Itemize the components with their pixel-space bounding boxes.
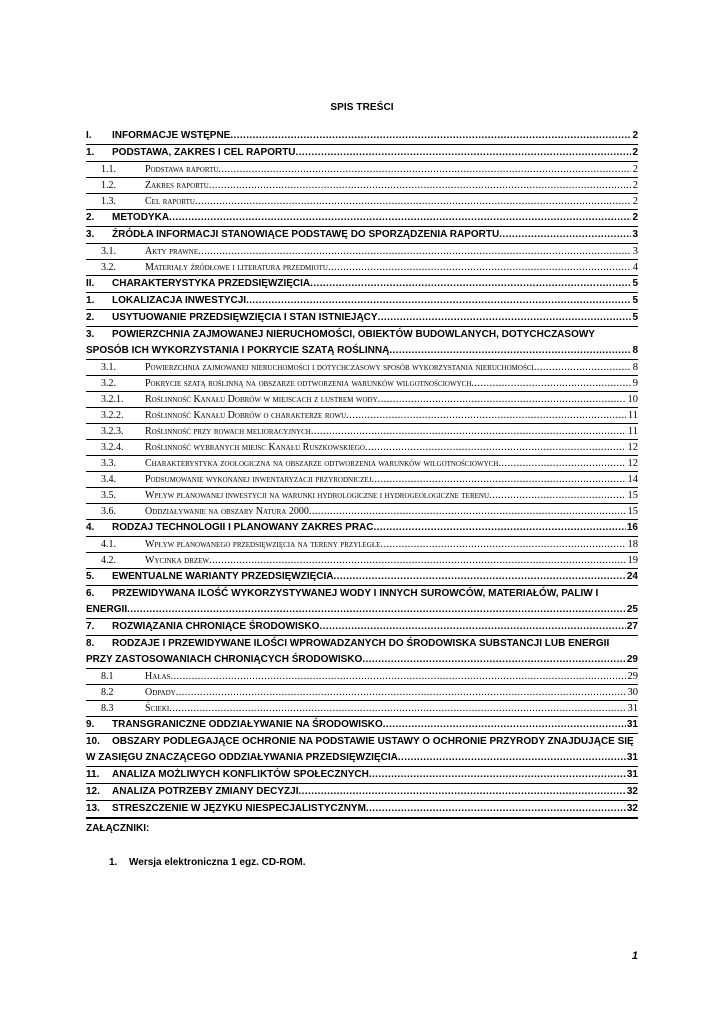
toc-entry[interactable] — [86, 488, 638, 504]
toc-dot-leader — [380, 537, 625, 552]
toc-dot-leader — [169, 210, 631, 226]
toc-entry-title: Pokrycie szatą roślinną na obszarze odtworzenia warunków wilgotnościowych — [145, 378, 472, 389]
toc-entry-number: 3. — [86, 229, 95, 240]
toc-entry[interactable] — [86, 392, 638, 408]
toc-entry-page: 31 — [627, 703, 638, 714]
toc-entry-number: 4.2. — [101, 555, 116, 566]
toc-entry-page: 19 — [627, 555, 638, 566]
toc-entry-page: 11 — [627, 410, 638, 421]
toc-entry-page: 4 — [632, 262, 638, 273]
toc-entry-number: 3.2.3. — [101, 426, 124, 437]
toc-entry-number: 1.1. — [101, 164, 116, 175]
toc-entry[interactable] — [86, 424, 638, 440]
attachment-text: Wersja elektroniczna 1 egz. CD-ROM. — [129, 857, 306, 868]
toc-entry-page: 29 — [626, 654, 638, 665]
toc-entry-number: 12. — [86, 786, 100, 797]
toc-entry-page: 2 — [632, 164, 638, 175]
toc-entry-page: 2 — [632, 180, 638, 191]
toc-entry-number: 3.1. — [101, 246, 116, 257]
toc-entry[interactable] — [86, 360, 638, 376]
toc-entry-page: 31 — [626, 719, 638, 730]
toc-entry-page: 12 — [627, 458, 638, 469]
toc-entry[interactable] — [86, 619, 638, 636]
toc-entry-title: Wycinka drzew — [145, 555, 210, 566]
toc-entry-title: POWIERZCHNIA ZAJMOWANEJ NIERUCHOMOŚCI, OBIEKTÓW BUDOWLANYCH, DOTYCHCZASOWY — [112, 329, 595, 340]
toc-dot-leader — [534, 360, 631, 375]
toc-entry[interactable] — [86, 717, 638, 734]
toc-entry-page: 31 — [626, 752, 638, 763]
toc-dot-leader — [209, 553, 625, 568]
toc-entry[interactable] — [86, 472, 638, 488]
toc-entry-title: PODSTAWA, ZAKRES I CEL RAPORTU — [112, 147, 296, 158]
toc-entry[interactable] — [86, 520, 638, 537]
toc-entry[interactable] — [86, 260, 638, 276]
toc-entry[interactable] — [86, 210, 638, 227]
toc-entry-number: 13. — [86, 803, 100, 814]
toc-entry-number: 4.1. — [101, 539, 116, 550]
toc-entry-page: 27 — [626, 621, 638, 632]
toc-entry-number: 1.2. — [101, 180, 116, 191]
toc-entry-page: 15 — [627, 490, 638, 501]
toc-dot-leader — [378, 392, 626, 407]
toc-entry-title: Roślinność Kanału Dobrów w miejscach z lustrem wody — [145, 394, 378, 405]
toc-entry[interactable] — [86, 145, 638, 162]
toc-entry-number: 2. — [86, 212, 95, 223]
toc-entry-page: 5 — [632, 312, 638, 323]
toc-dot-leader — [498, 456, 625, 471]
toc-dot-leader — [311, 424, 626, 439]
toc-entry-title: Wpływ planowanej inwestycji na warunki hydrologiczne i hydrogeologiczne terenu — [145, 490, 490, 501]
toc-dot-leader — [209, 178, 631, 193]
toc-entry-title: Hałas — [145, 671, 171, 682]
toc-entry-title: Roślinność przy rowach melioracyjnych — [145, 426, 311, 437]
toc-entry[interactable] — [86, 227, 638, 244]
toc-entry-page: 25 — [626, 604, 638, 615]
toc-entry-title: TRANSGRANICZNE ODDZIAŁYWANIE NA ŚRODOWISKO — [112, 719, 383, 730]
toc-entry[interactable] — [86, 586, 638, 619]
toc-dot-leader — [319, 619, 625, 635]
toc-entry-title: LOKALIZACJA INWESTYCJI — [112, 295, 247, 306]
toc-dot-leader — [218, 162, 630, 177]
toc-entry-title: EWENTUALNE WARIANTY PRZEDSIĘWZIĘCIA — [112, 571, 334, 582]
toc-entry[interactable] — [86, 784, 638, 801]
toc-dot-leader — [310, 276, 631, 292]
toc-entry[interactable] — [86, 128, 638, 145]
toc-entry-title: OBSZARY PODLEGAJĄCE OCHRONIE NA PODSTAWIE USTAWY O OCHRONIE PRZYRODY ZNAJDUJĄCE SIĘ — [112, 736, 634, 747]
toc-entry-page: 29 — [627, 671, 638, 682]
attachment-number: 1. — [109, 857, 118, 868]
toc-entry-title: ANALIZA POTRZEBY ZMIANY DECYZJI — [112, 786, 299, 797]
toc-entry-number: 3.6. — [101, 506, 116, 517]
toc-entry-number: 3.2. — [101, 378, 116, 389]
toc-entry-title: STRESZCZENIE W JĘZYKU NIESPECJALISTYCZNYM — [112, 803, 366, 814]
toc-entry-title: ANALIZA MOŻLIWYCH KONFLIKTÓW SPOŁECZNYCH — [112, 769, 369, 780]
toc-dot-leader — [365, 440, 626, 455]
toc-entry-number: 3.5. — [101, 490, 116, 501]
toc-entry[interactable] — [86, 408, 638, 424]
toc-entry-title: USYTUOWANIE PRZEDSIĘWZIĘCIA I STAN ISTNIEJĄCY — [112, 312, 378, 323]
toc-entry-title: RODZAJE I PRZEWIDYWANE ILOŚCI WPROWADZANYCH DO ŚRODOWISKA SUBSTANCJI LUB ENERGII — [112, 638, 610, 649]
toc-entry[interactable] — [86, 701, 638, 717]
toc-entry-page: 8 — [632, 362, 638, 373]
toc-dot-leader — [299, 784, 626, 800]
toc-entry-title: CHARAKTERYSTYKA PRZEDSIĘWZIĘCIA — [112, 278, 311, 289]
toc-entry[interactable] — [86, 669, 638, 685]
toc-entry[interactable] — [86, 162, 638, 178]
toc-dot-leader — [198, 244, 631, 259]
table-of-contents — [86, 128, 638, 819]
toc-entry-number: 8.1 — [101, 671, 114, 682]
toc-entry-title: RODZAJ TECHNOLOGII I PLANOWANY ZAKRES PRAC — [112, 522, 374, 533]
toc-entry[interactable] — [86, 456, 638, 472]
toc-dot-leader — [366, 801, 626, 817]
toc-dot-leader — [378, 310, 632, 326]
toc-entry-page: 12 — [627, 442, 638, 453]
toc-entry-title: Cel raportu — [145, 196, 195, 207]
toc-entry-page: 15 — [627, 506, 638, 517]
toc-entry-title: Roślinność Kanału Dobrów o charakterze rowu — [145, 410, 347, 421]
toc-entry[interactable] — [86, 310, 638, 327]
toc-dot-leader — [499, 227, 631, 243]
toc-entry-title: Materiały źródłowe i literatura przedmiotu — [145, 262, 328, 273]
toc-entry-title: ŹRÓDŁA INFORMACJI STANOWIĄCE PODSTAWĘ DO SPORZĄDZENIA RAPORTU — [112, 229, 500, 240]
toc-dot-leader — [333, 569, 625, 585]
toc-dot-leader — [171, 669, 626, 684]
toc-entry[interactable] — [86, 376, 638, 392]
toc-entry-title: Oddziaływanie na obszary Natura 2000 — [145, 506, 309, 517]
toc-entry-title: Akty prawne — [145, 246, 199, 257]
toc-dot-leader — [230, 128, 631, 144]
toc-entry[interactable] — [86, 685, 638, 701]
toc-entry[interactable] — [86, 636, 638, 669]
toc-entry-number: 3. — [86, 329, 95, 340]
toc-entry-number: 3.2.1. — [101, 394, 124, 405]
toc-entry[interactable] — [86, 327, 638, 360]
toc-entry-page: 32 — [626, 803, 638, 814]
attachments-title: ZAŁĄCZNIKI: — [86, 823, 150, 834]
toc-entry[interactable] — [86, 537, 638, 553]
toc-entry-title: Odpady — [145, 687, 176, 698]
toc-entry-page: 30 — [627, 687, 638, 698]
toc-entry-title-continued: W ZASIĘGU ZNACZĄCEGO ODDZIAŁYWANIA PRZEDSIĘWZIĘCIA — [86, 752, 398, 763]
toc-entry-page: 11 — [627, 426, 638, 437]
toc-entry-number: 3.3. — [101, 458, 116, 469]
toc-entry-page: 3 — [632, 246, 638, 257]
toc-entry[interactable] — [86, 553, 638, 569]
toc-entry-title: INFORMACJE WSTĘPNE — [112, 130, 231, 141]
toc-entry-number: 6. — [86, 588, 95, 599]
toc-entry-page: 8 — [632, 345, 638, 356]
toc-entry-page: 31 — [626, 769, 638, 780]
toc-entry-number: 3.2.2. — [101, 410, 124, 421]
toc-entry[interactable] — [86, 440, 638, 456]
toc-entry-title: Roślinność wybranych miejsc Kanału Ruszkowskiego — [145, 442, 365, 453]
toc-dot-leader — [346, 408, 626, 423]
toc-entry-page: 3 — [632, 229, 638, 240]
toc-entry[interactable] — [86, 569, 638, 586]
toc-entry-page: 10 — [627, 394, 638, 405]
toc-entry-number: 10. — [86, 736, 100, 747]
toc-entry-page: 16 — [626, 522, 638, 533]
toc-entry-number: 11. — [86, 769, 100, 780]
toc-dot-leader — [383, 717, 626, 733]
toc-dot-leader — [374, 520, 626, 536]
toc-entry-title: Zakres raportu — [145, 180, 209, 191]
attachment-item — [109, 857, 306, 868]
toc-entry-page: 2 — [632, 196, 638, 207]
toc-dot-leader — [296, 145, 632, 161]
toc-entry-title: Charakterystyka zoologiczna na obszarze odtworzenia warunków wilgotnościowych — [145, 458, 499, 469]
toc-dot-leader — [246, 293, 631, 309]
toc-entry-number: 4. — [86, 522, 95, 533]
toc-entry[interactable] — [86, 504, 638, 520]
toc-dot-leader — [169, 701, 625, 716]
toc-entry-title-continued: SPOSÓB ICH WYKORZYSTANIA I POKRYCIE SZATĄ ROŚLINNĄ — [86, 345, 390, 356]
toc-dot-leader — [369, 767, 626, 783]
toc-entry-title: Wpływ planowanego przedsięwzięcia na tereny przyległe — [145, 539, 381, 550]
toc-entry[interactable] — [86, 276, 638, 293]
toc-entry[interactable] — [86, 767, 638, 784]
toc-entry-number: 1. — [86, 295, 95, 306]
toc-dot-leader — [389, 343, 631, 359]
toc-dot-leader — [309, 504, 626, 519]
toc-entry-number: II. — [86, 278, 95, 289]
toc-entry[interactable] — [86, 801, 638, 819]
toc-entry-page: 2 — [632, 130, 638, 141]
toc-dot-leader — [195, 194, 631, 209]
toc-entry-page: 9 — [632, 378, 638, 389]
toc-entry-title: Podsumowanie wykonanej inwentaryzacji przyrodniczej — [145, 474, 372, 485]
toc-entry-title: Powierzchnia zajmowanej nieruchomości i dotychczasowy sposób wykorzystania nieruchomości — [145, 362, 534, 373]
toc-entry-title: Podstawa raportu — [145, 164, 219, 175]
toc-entry-number: 3.1. — [101, 362, 116, 373]
toc-entry-number: 3.4. — [101, 474, 116, 485]
toc-title: SPIS TREŚCI — [330, 102, 394, 113]
toc-dot-leader — [398, 750, 626, 766]
toc-entry-number: 8.2 — [101, 687, 114, 698]
toc-entry-page: 14 — [627, 474, 638, 485]
toc-entry-number: 1. — [86, 147, 95, 158]
toc-entry-page: 18 — [627, 539, 638, 550]
toc-entry[interactable] — [86, 194, 638, 210]
toc-dot-leader — [362, 652, 626, 668]
toc-entry[interactable] — [86, 293, 638, 310]
toc-entry-title: ROZWIĄZANIA CHRONIĄCE ŚRODOWISKO — [112, 621, 320, 632]
toc-dot-leader — [489, 488, 625, 503]
toc-entry[interactable] — [86, 734, 638, 767]
toc-entry-number: 8. — [86, 638, 95, 649]
toc-entry-title: Ścieki — [145, 703, 170, 714]
toc-entry-number: 5. — [86, 571, 95, 582]
toc-entry-number: I. — [86, 130, 92, 141]
toc-dot-leader — [176, 685, 626, 700]
toc-entry[interactable] — [86, 244, 638, 260]
toc-dot-leader — [471, 376, 630, 391]
toc-entry-title-continued: PRZY ZASTOSOWANIACH CHRONIĄCYCH ŚRODOWISKO — [86, 654, 363, 665]
toc-entry-number: 1.3. — [101, 196, 116, 207]
toc-entry-page: 5 — [632, 295, 638, 306]
toc-dot-leader — [328, 260, 631, 275]
toc-entry-title: METODYKA — [112, 212, 170, 223]
toc-entry-number: 7. — [86, 621, 95, 632]
toc-entry-page: 2 — [632, 147, 638, 158]
page-number: 1 — [631, 950, 638, 962]
toc-entry-title-continued: ENERGII — [86, 604, 128, 615]
toc-entry-page: 32 — [626, 786, 638, 797]
toc-entry-number: 3.2. — [101, 262, 116, 273]
toc-entry-page: 5 — [632, 278, 638, 289]
toc-entry-title: PRZEWIDYWANA ILOŚĆ WYKORZYSTYWANEJ WODY I INNYCH SUROWCÓW, MATERIAŁÓW, PALIW I — [112, 588, 599, 599]
toc-entry[interactable] — [86, 178, 638, 194]
toc-entry-page: 2 — [632, 212, 638, 223]
toc-entry-number: 2. — [86, 312, 95, 323]
toc-entry-number: 3.2.4. — [101, 442, 124, 453]
toc-dot-leader — [127, 602, 626, 618]
toc-entry-number: 8.3 — [101, 703, 114, 714]
toc-entry-number: 9. — [86, 719, 95, 730]
toc-dot-leader — [371, 472, 625, 487]
toc-entry-page: 24 — [626, 571, 638, 582]
